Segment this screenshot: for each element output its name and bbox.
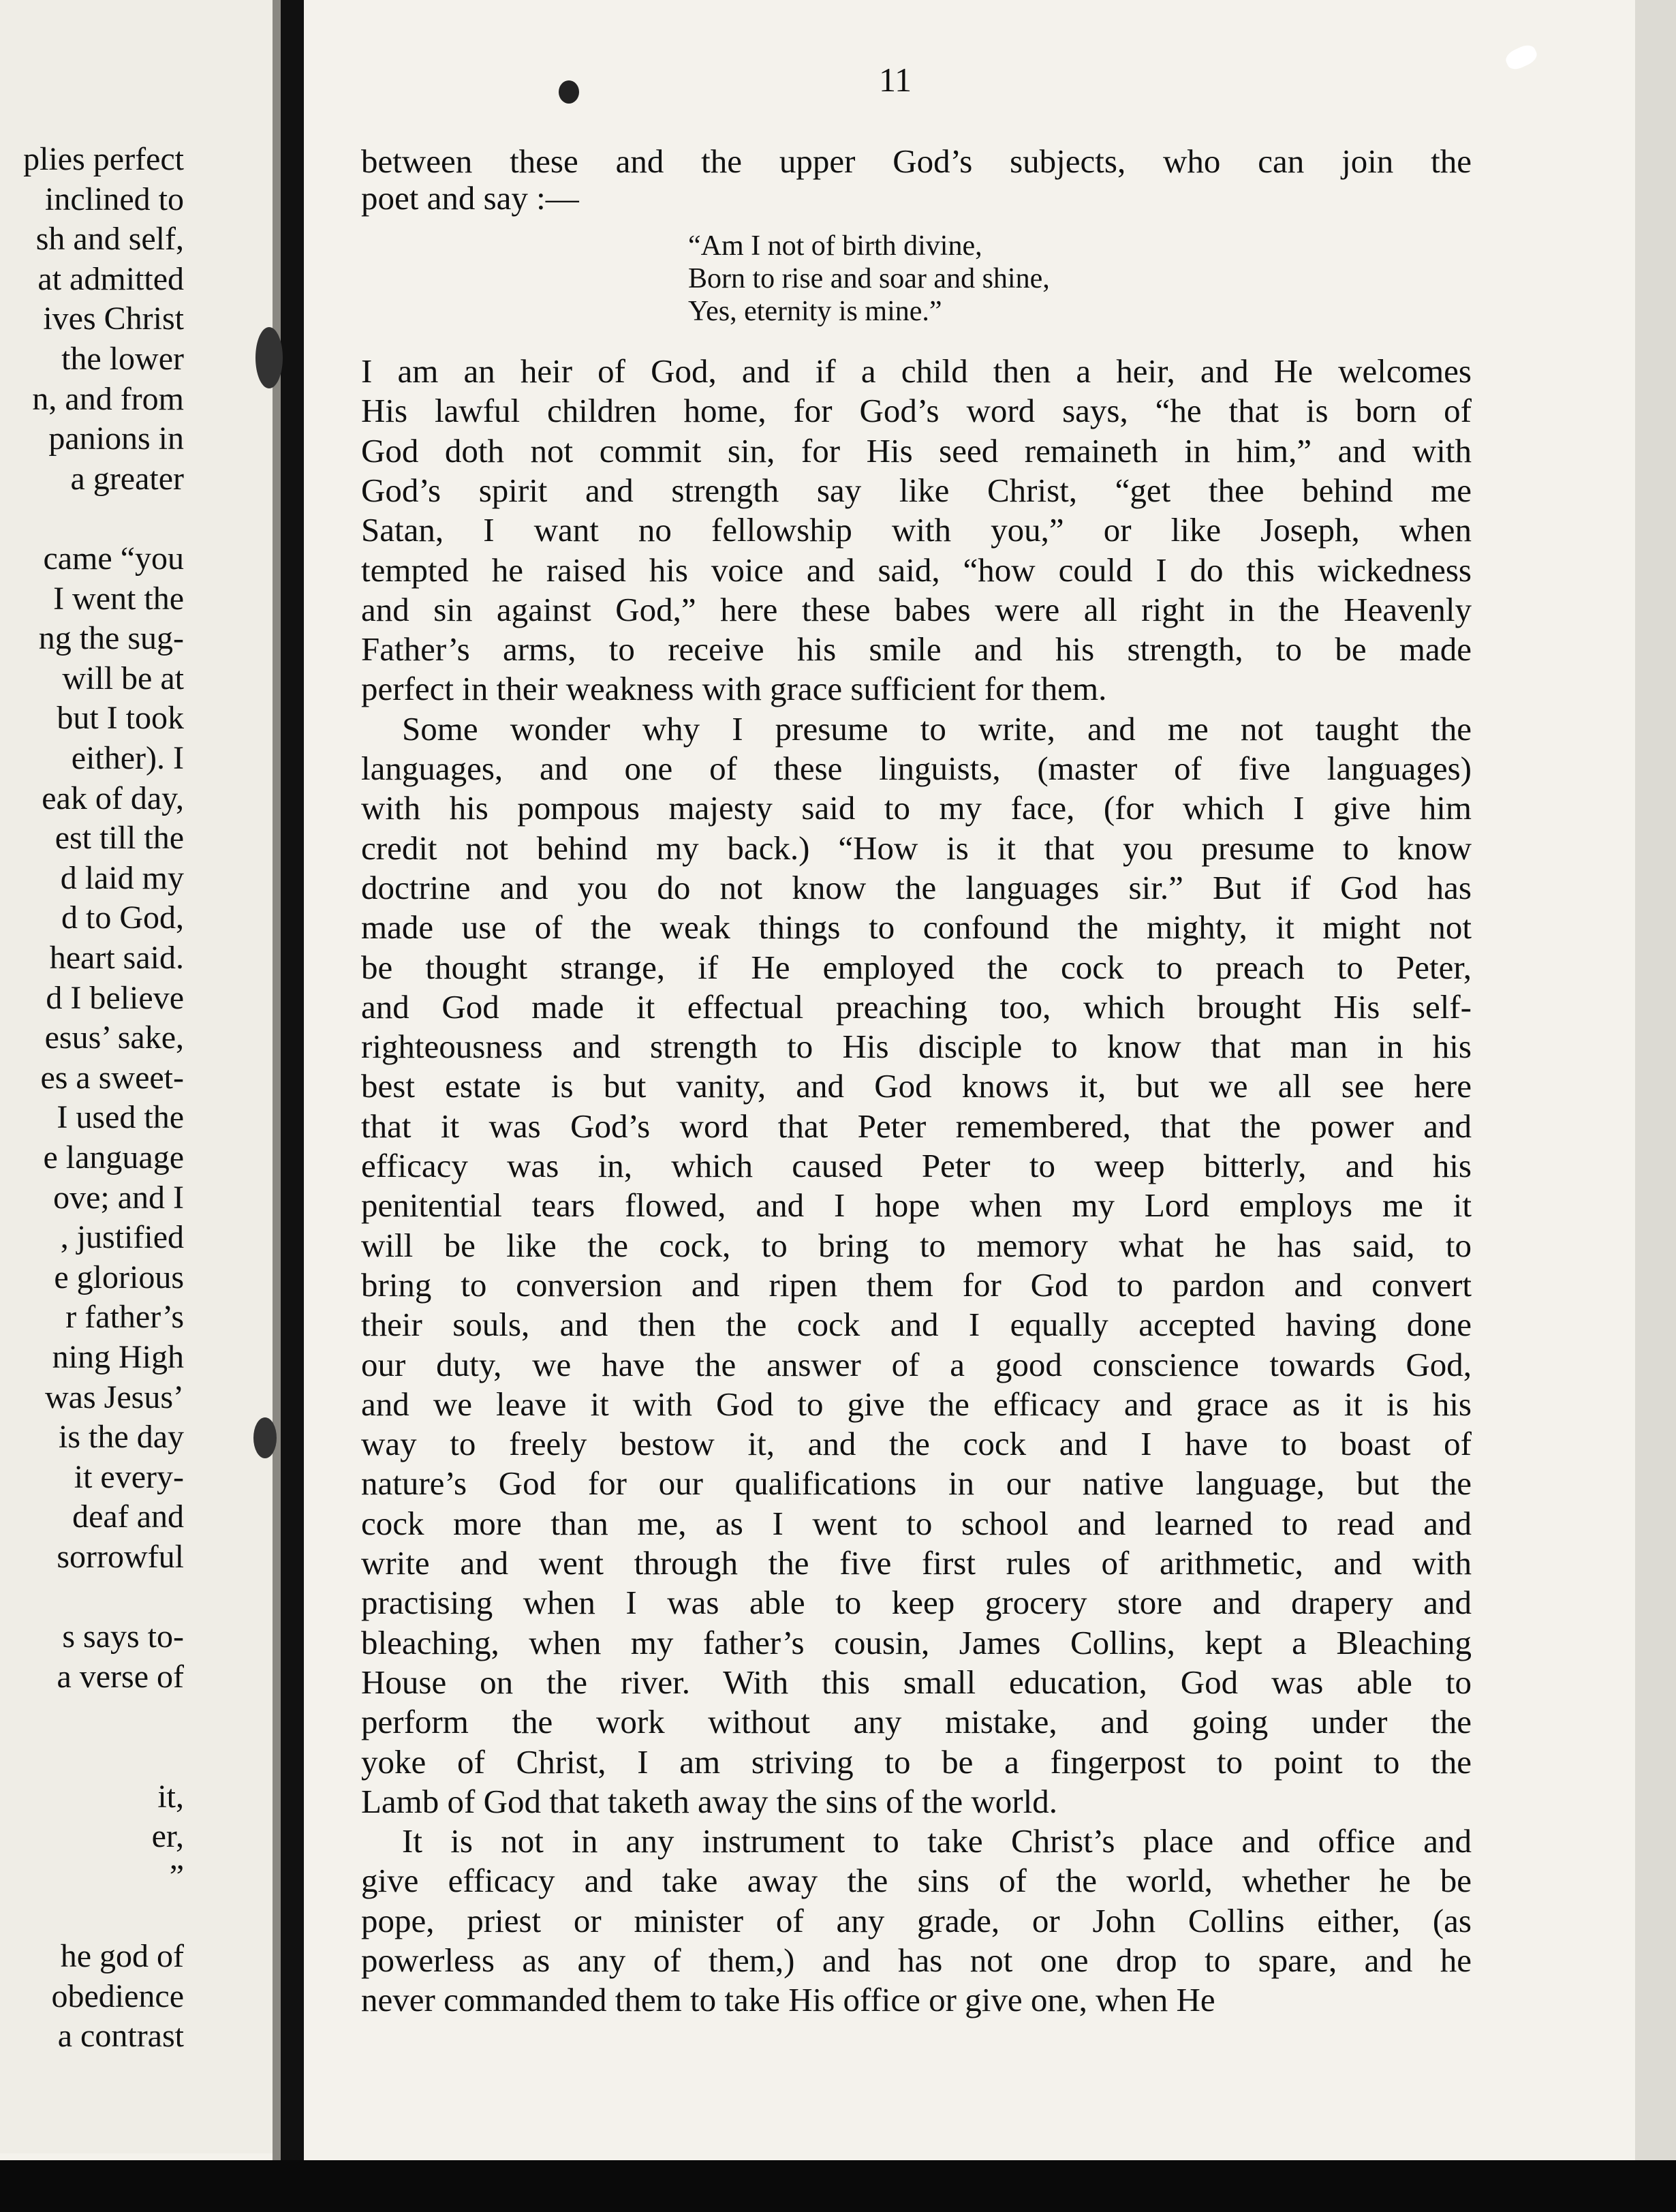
left-page-line: ng the sug-: [38, 620, 184, 657]
left-page-line: but I took: [57, 700, 184, 737]
verse-line: Born to rise and soar and shine,: [688, 263, 1050, 294]
page-smudge: [1503, 42, 1540, 73]
text-line: be thought strange, if He employed the cock to preach to Peter,: [361, 948, 1472, 986]
left-page-line: came “you: [43, 540, 184, 577]
left-page-line: he god of: [60, 1938, 184, 1974]
scan-bottom-border: [0, 2160, 1676, 2212]
left-page-line: is the day: [59, 1419, 184, 1456]
text-line: perform the work without any mistake, and going under the: [361, 1703, 1472, 1741]
text-line: their souls, and then the cock and I equally accepted having done: [361, 1306, 1472, 1344]
left-page-line: was Jesus’: [45, 1379, 184, 1415]
text-line: His lawful children home, for God’s word says, “he that is born of: [361, 392, 1472, 430]
left-page-line: I went the: [53, 580, 184, 617]
left-page-line: ning High: [52, 1339, 184, 1375]
left-page-line: ove; and I: [53, 1179, 184, 1216]
left-page-line: , justified: [60, 1219, 184, 1256]
text-line: perfect in their weakness with grace sufficient for them.: [361, 670, 1107, 708]
text-line: Some wonder why I presume to write, and me not taught the: [402, 709, 1472, 748]
text-line: will be like the cock, to bring to memory what he has said, to: [361, 1226, 1472, 1264]
left-page-line: sh and self,: [35, 221, 184, 258]
left-page-line: sorrowful: [57, 1539, 184, 1575]
text-line: Lamb of God that taketh away the sins of the world.: [361, 1782, 1057, 1820]
text-line: Father’s arms, to receive his smile and his strength, to be made: [361, 630, 1472, 669]
text-line: efficacy was in, which caused Peter to weep bitterly, and his: [361, 1147, 1472, 1184]
text-line: House on the river. With this small education, God was able to: [361, 1663, 1472, 1701]
text-line: that it was God’s word that Peter remembered, that the power and: [361, 1107, 1472, 1145]
text-line: nature’s God for our qualifications in our native language, but the: [361, 1464, 1472, 1503]
verse-line: “Am I not of birth divine,: [688, 230, 982, 262]
text-line: our duty, we have the answer of a good conscience towards God,: [361, 1345, 1472, 1383]
left-page-line: at admitted: [37, 260, 184, 297]
left-page-line: the lower: [61, 341, 184, 377]
text-line: poet and say :—: [361, 179, 579, 217]
text-line: with his pompous majesty said to my face, (for which I give him: [361, 789, 1472, 827]
left-page-fragment: [0, 0, 273, 2153]
text-line: made use of the weak things to confound the mighty, it might not: [361, 908, 1472, 947]
left-page-line: er,: [151, 1818, 184, 1855]
left-page-line: est till the: [55, 820, 184, 857]
text-line: give efficacy and take away the sins of the world, whether he be: [361, 1862, 1472, 1900]
left-page-line: r father’s: [65, 1299, 184, 1336]
text-line: powerless as any of them,) and has not one drop to spare, and he: [361, 1941, 1472, 1979]
left-page-line: it,: [157, 1778, 184, 1815]
verse-line: Yes, eternity is mine.”: [688, 296, 942, 327]
left-page-line: a greater: [70, 460, 184, 497]
text-line: It is not in any instrument to take Christ’s place and office and: [402, 1822, 1472, 1860]
left-page-line: heart said.: [49, 940, 184, 976]
left-page-line: a contrast: [57, 2018, 184, 2055]
text-line: Satan, I want no fellowship with you,” or like Joseph, when: [361, 511, 1472, 549]
text-line: bleaching, when my father’s cousin, James Collins, kept a Bleaching: [361, 1623, 1472, 1661]
text-line: write and went through the five first rules of arithmetic, and with: [361, 1544, 1472, 1582]
text-line: and we leave it with God to give the efficacy and grace as it is his: [361, 1385, 1472, 1423]
left-page-line: either). I: [71, 740, 184, 776]
text-line: bring to conversion and ripen them for God to pardon and convert: [361, 1265, 1472, 1304]
book-gutter: [281, 0, 304, 2212]
text-line: yoke of Christ, I am striving to be a fingerpost to point to the: [361, 1742, 1472, 1781]
text-line: cock more than me, as I went to school and learned to read and: [361, 1504, 1472, 1542]
left-page-line: panions in: [48, 420, 184, 457]
left-page-line: it every-: [74, 1458, 184, 1495]
ink-blot: [255, 327, 283, 388]
left-page-line: d laid my: [60, 859, 184, 896]
left-page-line: obedience: [51, 1978, 184, 2014]
text-line: never commanded them to take His office or give one, when He: [361, 1981, 1215, 2019]
text-line: penitential tears flowed, and I hope when my Lord employs me it: [361, 1186, 1472, 1225]
text-line: pope, priest or minister of any grade, or John Collins either, (as: [361, 1901, 1472, 1939]
left-page-line: n, and from: [32, 380, 184, 417]
text-line: righteousness and strength to His disciple to know that man in his: [361, 1028, 1472, 1066]
ink-blot: [253, 1417, 277, 1458]
text-line: languages, and one of these linguists, (master of five languages): [361, 750, 1472, 787]
left-page-line: ives Christ: [43, 301, 184, 337]
text-line: best estate is but vanity, and God knows it, but we all see here: [361, 1067, 1472, 1105]
left-page-line: eak of day,: [42, 780, 184, 816]
text-line: way to freely bestow it, and the cock and I have to boast of: [361, 1425, 1472, 1463]
text-line: God’s spirit and strength say like Christ, “get thee behind me: [361, 471, 1472, 509]
ink-blot: [559, 80, 579, 104]
left-page-line: a verse of: [57, 1658, 184, 1695]
left-page-line: will be at: [62, 660, 184, 696]
left-page-line: ”: [169, 1858, 184, 1894]
text-line: God doth not commit sin, for His seed remaineth in him,” and with: [361, 431, 1472, 470]
page-number: 11: [879, 61, 912, 99]
left-page-line: e language: [43, 1139, 184, 1176]
text-line: practising when I was able to keep grocery store and drapery and: [361, 1584, 1472, 1622]
text-line: doctrine and you do not know the languages sir.” But if God has: [361, 868, 1472, 906]
left-page-line: esus’ sake,: [44, 1019, 184, 1056]
left-page-line: plies perfect: [23, 141, 184, 177]
text-line: tempted he raised his voice and said, “how could I do this wickedness: [361, 551, 1472, 589]
text-line: between these and the upper God’s subjects, who can join the: [361, 142, 1472, 180]
left-page-line: d I believe: [46, 979, 184, 1016]
left-page-line: es a sweet-: [40, 1059, 184, 1096]
left-page-line: I used the: [57, 1099, 184, 1136]
left-page-line: d to God,: [61, 900, 184, 936]
text-line: credit not behind my back.) “How is it that you presume to know: [361, 829, 1472, 867]
left-page-line: inclined to: [45, 181, 184, 217]
left-page-line: deaf and: [72, 1499, 184, 1535]
text-line: and sin against God,” here these babes were all right in the Heavenly: [361, 590, 1472, 628]
left-page-line: s says to-: [62, 1618, 184, 1655]
left-page-line: e glorious: [54, 1259, 184, 1295]
text-line: I am an heir of God, and if a child then a heir, and He welcomes: [361, 352, 1472, 390]
right-page-edge: [1635, 0, 1676, 2167]
text-line: and God made it effectual preaching too, which brought His self-: [361, 987, 1472, 1026]
